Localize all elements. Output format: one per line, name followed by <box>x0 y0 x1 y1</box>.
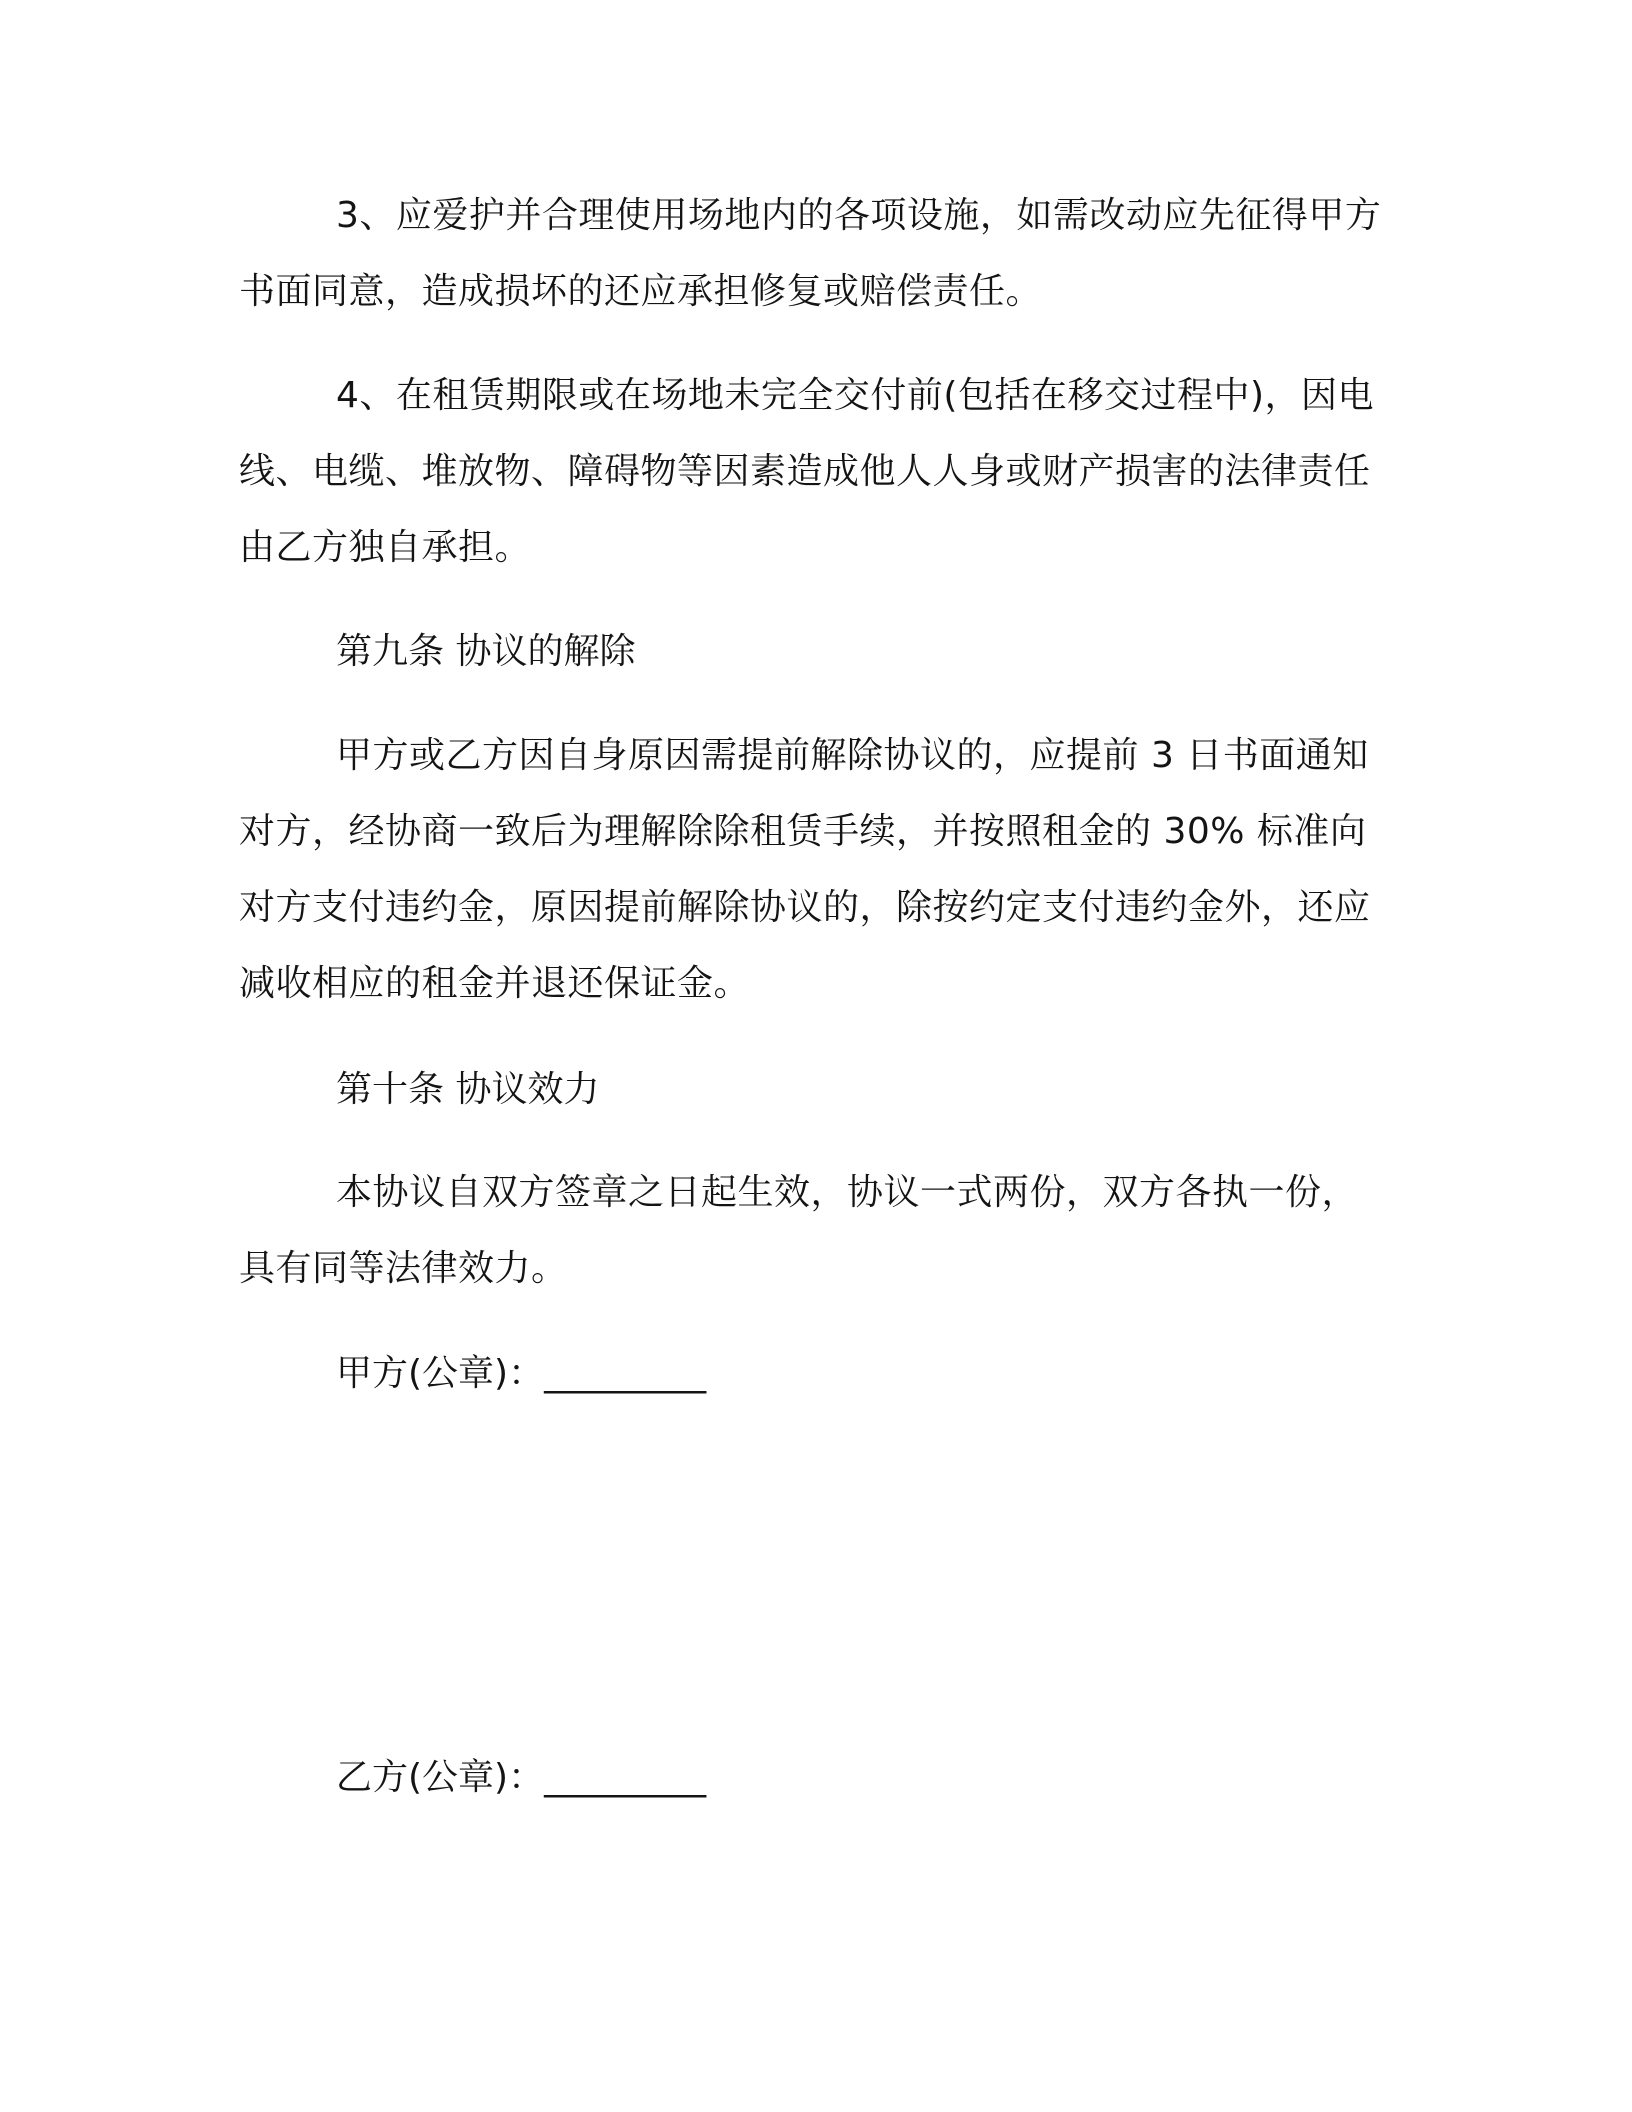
party-a-signature-line: 甲方(公章)：_________ <box>336 1353 707 1394</box>
clause-item-3: 3、应爱护并合理使用场地内的各项设施，如需改动应先征得甲方书面同意，造成损坏的还应承担修复或赔偿责任。 <box>239 195 1382 312</box>
article-10-heading: 第十条 协议效力 <box>336 1069 600 1110</box>
article-9-body: 甲方或乙方因自身原因需提前解除协议的，应提前 3 日书面通知对方，经协商一致后为理解除除租赁手续，并按照租金的 30% 标准向对方支付违约金，原因提前解除协议的，除按约定支付违约金外，还应减收相应的租金并退还保证金。 <box>239 735 1371 1004</box>
party-b-signature-line: 乙方(公章)：_________ <box>336 1757 707 1798</box>
clause-item-4: 4、在租赁期限或在场地未完全交付前(包括在移交过程中)，因电线、电缆、堆放物、障碍物等因素造成他人人身或财产损害的法律责任由乙方独自承担。 <box>239 375 1374 568</box>
article-9-heading: 第九条 协议的解除 <box>336 631 636 672</box>
article-10-body: 本协议自双方签章之日起生效，协议一式两份，双方各执一份，具有同等法律效力。 <box>239 1172 1359 1289</box>
